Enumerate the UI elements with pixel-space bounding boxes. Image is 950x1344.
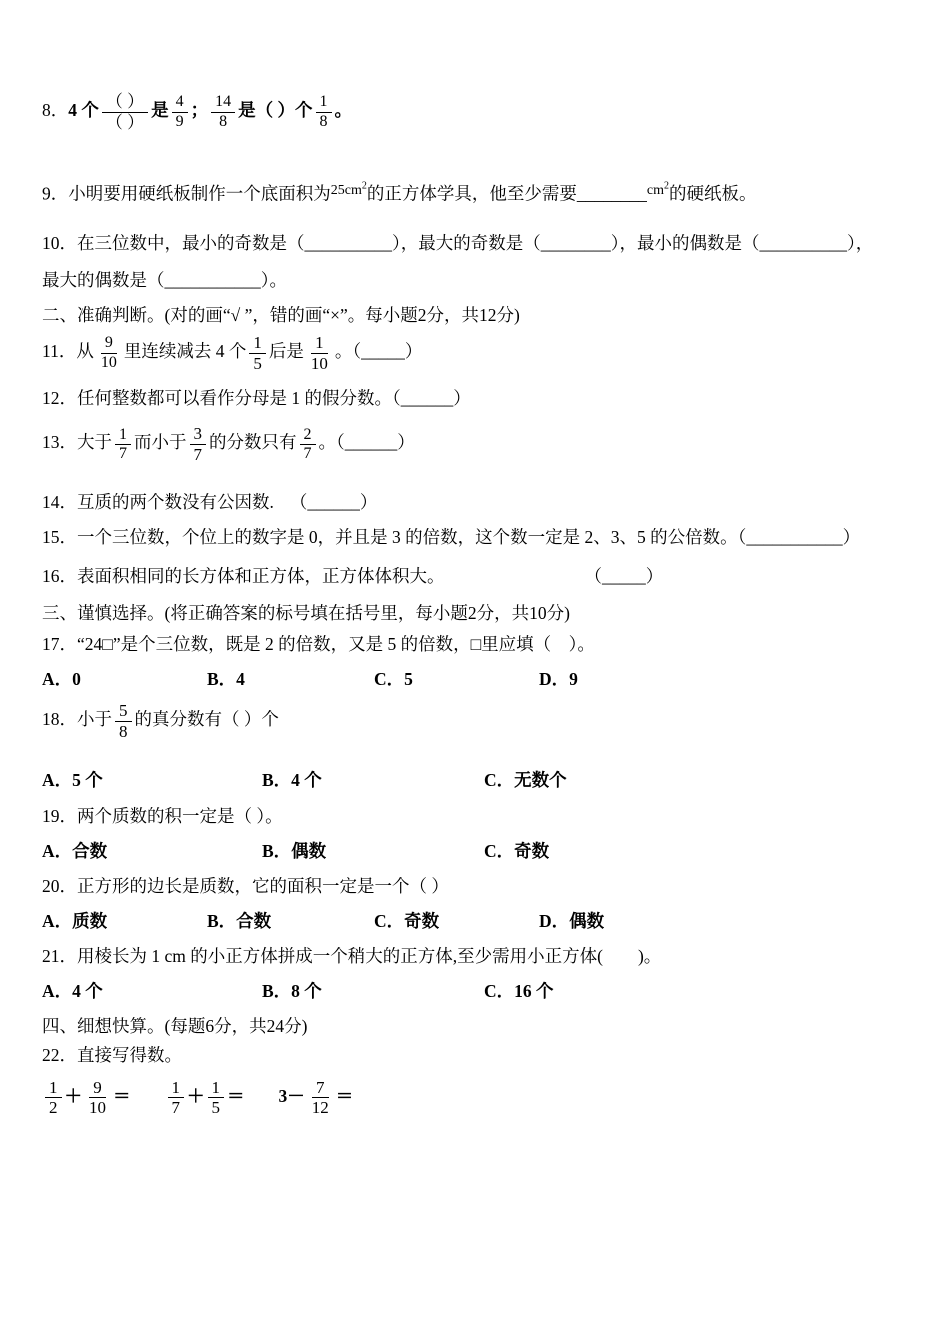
text-run: 21．用棱长为 1 cm 的小正方体拼成一个稍大的正方体,至少需用小正方体( )。 (42, 946, 662, 967)
text-run: 是 (151, 100, 169, 121)
text-run: 的真分数有（ ）个 (134, 709, 279, 730)
fraction-numerator: 4 (172, 93, 188, 112)
fraction (85, 1078, 110, 1118)
question-19 (42, 803, 910, 830)
text-run: 9．小明要用硬纸板制作一个底面积为 (42, 183, 331, 204)
fraction-denominator: （ ） (105, 112, 145, 132)
fraction-numerator: 1 (311, 333, 328, 354)
text-run: ________ (576, 183, 647, 204)
fraction-denominator: 5 (253, 353, 262, 373)
question-22 (42, 1042, 910, 1069)
fraction (307, 333, 332, 373)
text-run: 二、准确判断。(对的画“√ ”，错的画“×”。每小题2分，共12分) (42, 305, 520, 326)
choice-option: A．合数 (42, 840, 108, 861)
choice-option: C．奇数 (374, 910, 440, 931)
text-run: （_____） (584, 565, 664, 586)
question-10 (42, 230, 910, 257)
text-run: 14．互质的两个数没有公因数. (42, 491, 274, 512)
question-14 (42, 489, 910, 516)
text-run: 4 个 (68, 100, 99, 121)
fraction (316, 93, 332, 131)
question-8 (42, 92, 910, 132)
fraction (308, 1078, 333, 1118)
text-run: 里连续减去 4 个 (123, 341, 247, 362)
text-run: （______） (289, 491, 378, 512)
fraction-numerator: 2 (300, 426, 316, 445)
choice-option: B．4 (207, 669, 245, 690)
question-15 (42, 524, 910, 551)
fraction (300, 426, 316, 464)
text-run: ； (190, 100, 209, 121)
question-20 (42, 873, 910, 900)
fraction-denominator: 8 (319, 112, 328, 130)
question-21 (42, 943, 910, 970)
fraction-denominator: 10 (100, 353, 117, 371)
question-9 (42, 178, 910, 208)
fraction-numerator: 5 (115, 701, 132, 722)
question-12 (42, 385, 910, 412)
fraction (97, 334, 121, 372)
choice-option: D．9 (539, 669, 578, 690)
text-run: 。（_____） (334, 341, 423, 362)
fraction-denominator: 7 (119, 445, 127, 463)
text-run: 18．小于 (42, 709, 112, 730)
fraction (115, 701, 132, 741)
calc-line-22 (42, 1078, 910, 1118)
question-13 (42, 424, 910, 464)
question-11 (42, 333, 910, 373)
text-run: ＋ (64, 1085, 82, 1106)
fraction (249, 333, 266, 373)
text-run: 三、谨慎选择。(将正确答案的标号填在括号里，每小题2分，共10分) (42, 602, 570, 623)
fraction-numerator: 1 (45, 1078, 62, 1099)
question-17 (42, 631, 910, 658)
fraction-denominator: 7 (303, 445, 312, 463)
text-run: 而小于 (134, 432, 187, 453)
text-run: ＋ (187, 1085, 205, 1106)
fraction (102, 92, 148, 132)
fraction-numerator: 7 (312, 1078, 329, 1099)
text-run: ＝ (113, 1085, 131, 1106)
options-17 (42, 666, 910, 693)
text-run: 。 (334, 100, 352, 121)
choice-option: B．8 个 (262, 981, 322, 1002)
fraction (211, 93, 235, 131)
fraction-denominator: 7 (193, 445, 202, 465)
fraction-denominator: 8 (219, 112, 228, 130)
text-run: 19．两个质数的积一定是（ ）。 (42, 805, 283, 826)
options-21 (42, 978, 910, 1005)
text-run: 13．大于 (42, 432, 112, 453)
text-run: 11．从 (42, 341, 94, 362)
choice-option: A．5 个 (42, 770, 103, 791)
fraction (168, 1078, 185, 1118)
unit-base: cm (646, 182, 664, 198)
text-run: 20．正方形的边长是质数，它的面积一定是一个（ ） (42, 875, 449, 896)
fraction-denominator: 8 (119, 721, 128, 741)
choice-option: B．合数 (207, 910, 272, 931)
fraction-denominator: 5 (211, 1098, 220, 1118)
unit-exponent: 2 (663, 180, 669, 192)
question-10-cont (42, 267, 910, 294)
choice-option: C．16 个 (484, 981, 554, 1002)
text-run: ＝ (335, 1085, 354, 1106)
choice-option: D．偶数 (539, 910, 605, 931)
choice-option: C．奇数 (484, 840, 550, 861)
fraction-denominator: 10 (310, 353, 328, 373)
choice-option: C．无数个 (484, 770, 567, 791)
text-run: 16．表面积相同的长方体和正方体，正方体体积大。 (42, 565, 445, 586)
fraction-numerator: 3 (190, 424, 207, 445)
text-run: 最大的偶数是（___________）。 (42, 270, 287, 290)
options-19 (42, 838, 910, 865)
fraction-numerator: 9 (101, 334, 117, 353)
superscript-unit (330, 180, 367, 198)
fraction (208, 1078, 225, 1118)
options-20 (42, 908, 910, 935)
fraction-numerator: 1 (115, 426, 131, 445)
text-run: 的硬纸板。 (668, 183, 757, 204)
fraction-numerator: 1 (168, 1078, 185, 1099)
fraction-denominator: 2 (49, 1098, 58, 1118)
fraction (115, 426, 131, 464)
fraction-numerator: 1 (316, 93, 332, 112)
question-16 (42, 563, 910, 590)
fraction (172, 93, 188, 131)
choice-option: A．质数 (42, 910, 108, 931)
text-run: 。（______） (318, 432, 415, 453)
choice-option: A．0 (42, 669, 81, 690)
text-run: 12．任何整数都可以看作分母是 1 的假分数。（______） (42, 388, 471, 409)
text-run: 8． (42, 100, 69, 121)
options-18 (42, 767, 910, 794)
text-run: 3－ (278, 1085, 305, 1106)
text-run: 22．直接写得数。 (42, 1045, 182, 1066)
superscript-unit (646, 180, 669, 198)
fraction-denominator: 7 (171, 1098, 180, 1118)
fraction-numerator: 9 (89, 1078, 106, 1099)
choice-option: B．偶数 (262, 840, 327, 861)
text-run: 是（ ）个 (238, 100, 313, 121)
text-run: 的正方体学具，他至少需要 (366, 183, 577, 204)
fraction-numerator: 14 (211, 93, 235, 112)
choice-option: A．4 个 (42, 981, 103, 1002)
fraction-numerator: 1 (249, 333, 266, 354)
fraction (45, 1078, 62, 1118)
text-run: 17．“24□”是个三位数，既是 2 的倍数，又是 5 的倍数，□里应填（ ）。 (42, 634, 595, 655)
fraction-numerator: 1 (208, 1078, 225, 1099)
text-run: 后是 (268, 341, 304, 362)
fraction-denominator: 9 (175, 112, 184, 130)
question-18 (42, 701, 910, 741)
text-run: 15．一个三位数，个位上的数字是 0，并且是 3 的倍数，这个数一定是 2、3、5 的公倍数。（___________） (42, 526, 861, 547)
choice-option: C．5 (374, 669, 413, 690)
section-2-header (42, 302, 910, 329)
text-run: 的分数只有 (209, 432, 297, 453)
unit-base: 25cm (330, 182, 362, 198)
fraction-denominator: 10 (89, 1098, 106, 1118)
section-4-header (42, 1013, 910, 1040)
text-run: ＝ (227, 1085, 245, 1106)
unit-exponent: 2 (361, 180, 367, 192)
text-run: 四、细想快算。(每题6分，共24分) (42, 1016, 308, 1037)
choice-option: B．4 个 (262, 770, 322, 791)
fraction-denominator: 12 (311, 1098, 329, 1118)
fraction-numerator: （ ） (102, 92, 148, 113)
text-run: 10．在三位数中，最小的奇数是（__________），最大的奇数是（________），最小的偶数是（__________）， (42, 232, 874, 253)
fraction (190, 424, 207, 464)
section-3-header (42, 600, 910, 627)
